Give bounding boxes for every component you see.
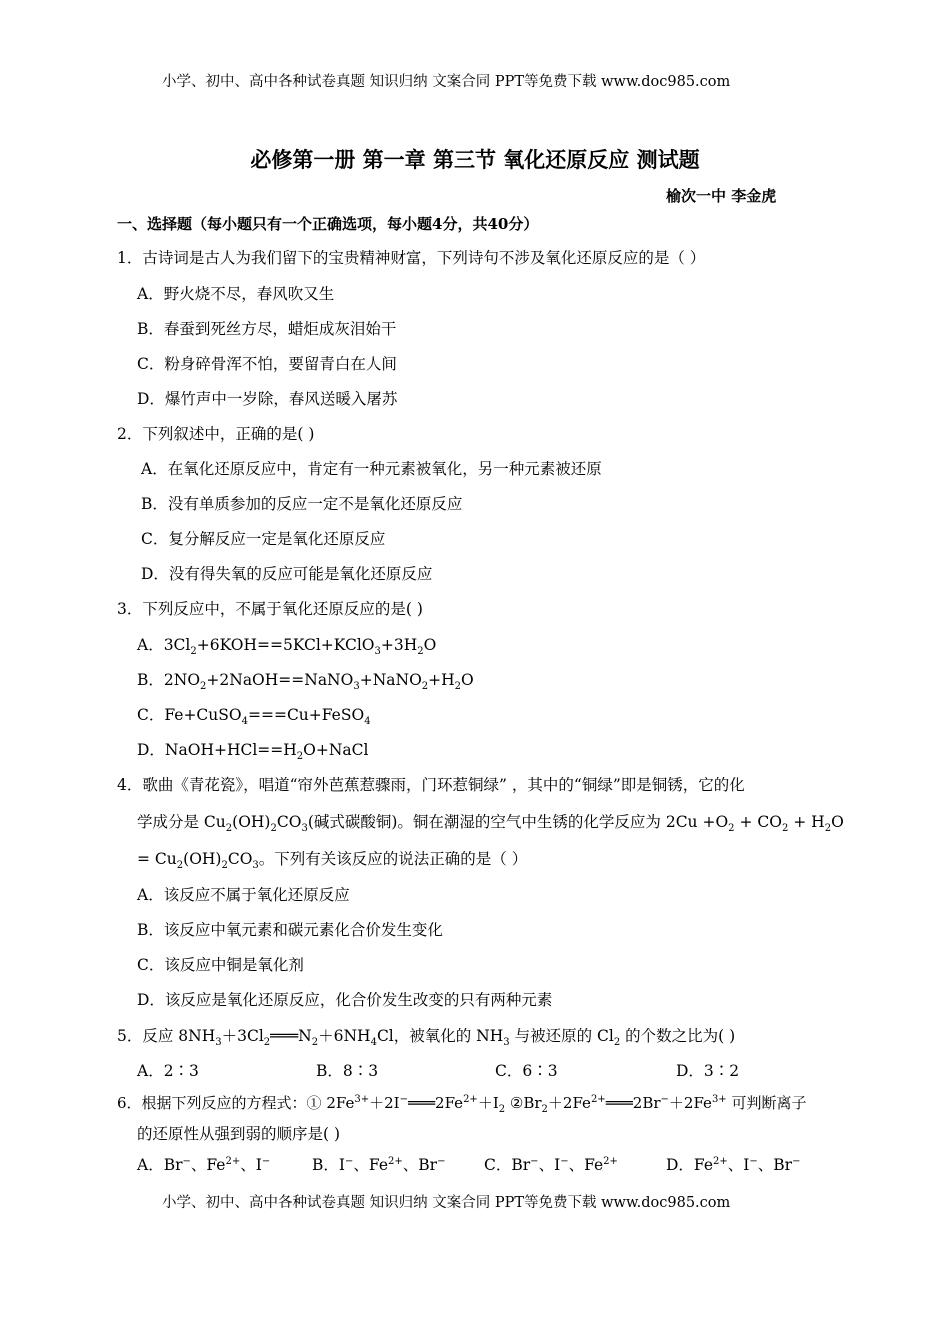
q6-option-d: D．$Fe^{2+}$、I−、Br−: [666, 1155, 801, 1174]
q1-stem: 1．古诗词是古人为我们留下的宝贵精神财富，下列诗句不涉及氧化还原反应的是（ ）: [117, 249, 706, 267]
q6-option-c: C．Br−、I−、$Fe^{2+}$: [484, 1155, 618, 1174]
q3-option-b: B．$2NO_2+2NaOH==NaNO_3+NaNO_2+H_2O$: [137, 671, 474, 693]
q6-stem-line1: 6．根据下列反应的方程式：① $2Fe^{3+}+2I^-═══2Fe^{2+}+I_2$ $②Br_2+2Fe^{2+}═══2Br^-+2Fe^{3+}$ 可判断离子: [117, 1094, 807, 1115]
q6-stem-line2: 的还原性从强到弱的顺序是( ): [137, 1125, 341, 1143]
q3-option-d: D．$NaOH+HCl==H_2O+NaCl$: [137, 741, 369, 763]
q1-option-d: D．爆竹声中一岁除，春风送暖入屠苏: [137, 390, 398, 408]
q4-stem-line3: = $Cu_2(OH)_2CO_3$。下列有关该反应的说法正确的是（ ）: [137, 850, 528, 872]
q4-option-d: D．该反应是氧化还原反应，化合价发生改变的只有两种元素: [137, 991, 553, 1009]
q4-option-a: A．该反应不属于氧化还原反应: [137, 886, 350, 904]
q6-option-b: B．I−、$Fe^{2+}$、Br−: [312, 1155, 446, 1174]
q5-option-a: A．2∶3: [137, 1062, 199, 1080]
q1-option-c: C．粉身碎骨浑不怕，要留青白在人间: [137, 355, 397, 373]
q2-option-c: C．复分解反应一定是氧化还原反应: [141, 530, 386, 548]
q6-option-a: A．Br−、$Fe^{2+}$、I−: [137, 1155, 271, 1174]
q4-stem-line2: 学成分是 $Cu_2(OH)_2CO_3$(碱式碳酸铜)。铜在潮湿的空气中生锈的化学反应为 $2Cu +O_2 + CO_2 + H_2O$: [137, 813, 844, 835]
q3-option-c: C．Fe+CuSO$_4$===Cu+FeSO$_4$: [137, 706, 371, 728]
q4-stem-line1: 4．歌曲《青花瓷》，唱道“帘外芭蕉惹骤雨，门环惹铜绿” ，其中的“铜绿”即是铜锈，它的化: [117, 776, 745, 794]
q1-option-b: B．春蚕到死丝方尽，蜡炬成灰泪始干: [137, 320, 397, 338]
q2-option-a: A．在氧化还原反应中，肯定有一种元素被氧化，另一种元素被还原: [141, 460, 602, 478]
q4-option-b: B．该反应中氧元素和碳元素化合价发生变化: [137, 921, 443, 939]
page-footer: 小学、初中、高中各种试卷真题 知识归纳 文案合同 PPT等免费下载 www.doc985.com: [162, 1195, 731, 1211]
q2-option-d: D．没有得失氧的反应可能是氧化还原反应: [141, 565, 433, 583]
q5-option-d: D．3∶2: [676, 1062, 740, 1080]
q1-option-a: A．野火烧不尽，春风吹又生: [137, 285, 335, 303]
page-title: 必修第一册 第一章 第三节 氧化还原反应 测试题: [250, 147, 700, 172]
author: 榆次一中 李金虎: [666, 187, 777, 205]
page-header: 小学、初中、高中各种试卷真题 知识归纳 文案合同 PPT等免费下载 www.doc985.com: [162, 74, 731, 90]
section-heading: 一、选择题（每小题只有一个正确选项，每小题4分，共40分）: [117, 215, 539, 233]
q5-stem: 5．反应 $8NH_3+3Cl_2═══N_2+6NH_4Cl$，被氧化的 $NH_3$ 与被还原的 $Cl_2$ 的个数之比为( ): [117, 1027, 736, 1049]
q3-option-a: A．$3Cl_2+6KOH==5KCl+KClO_3+3H_2O$: [137, 636, 437, 658]
q5-option-c: C．6∶3: [495, 1062, 558, 1080]
q2-stem: 2．下列叙述中，正确的是( ): [117, 425, 315, 443]
q2-option-b: B．没有单质参加的反应一定不是氧化还原反应: [141, 495, 463, 513]
q3-stem: 3．下列反应中，不属于氧化还原反应的是( ): [117, 600, 423, 618]
q5-option-b: B．8∶3: [316, 1062, 379, 1080]
q4-option-c: C．该反应中铜是氧化剂: [137, 956, 304, 974]
